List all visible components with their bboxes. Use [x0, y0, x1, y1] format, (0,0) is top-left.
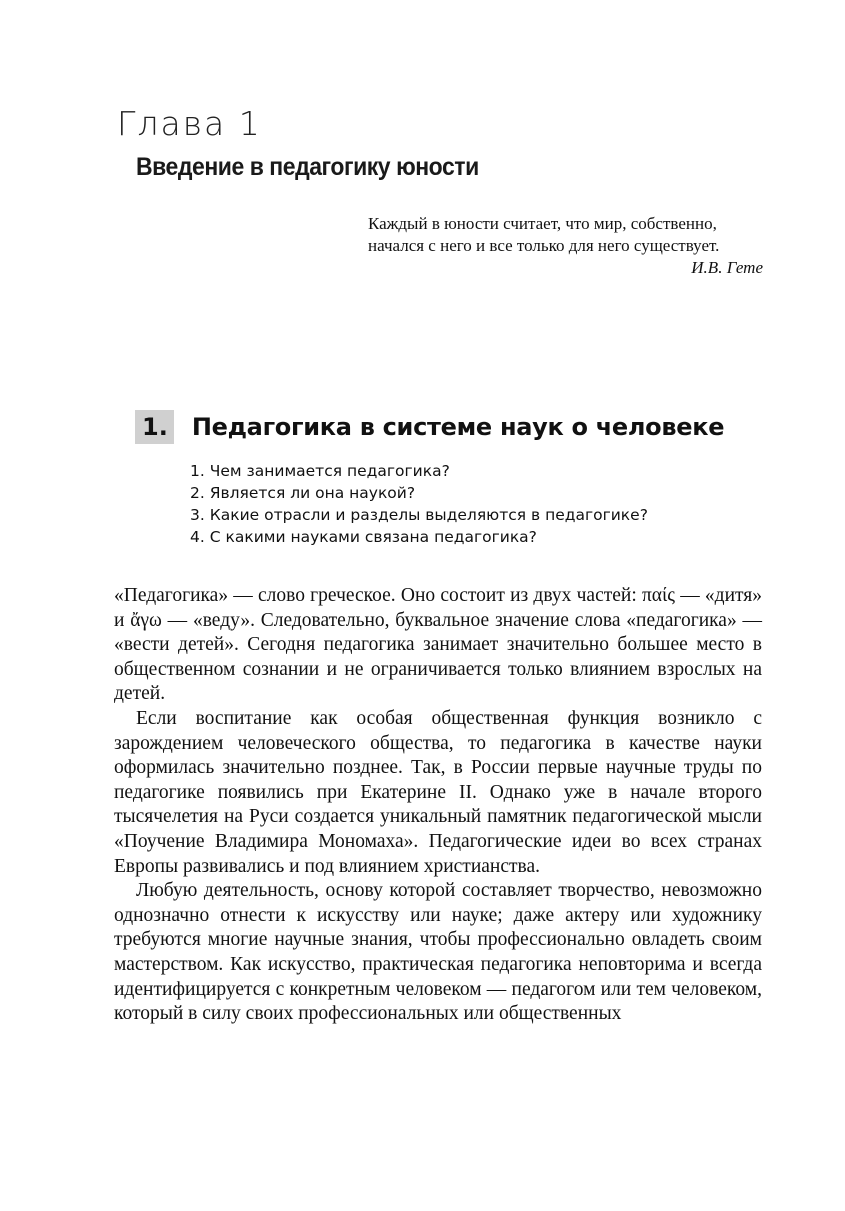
epigraph-text: Каждый в юности считает, что мир, собственно, начался с него и все только для него существует.: [368, 214, 720, 255]
section-number: 1.: [135, 410, 174, 444]
section-heading: [135, 410, 724, 444]
question-item: 1. Чем занимается педагогика?: [190, 462, 450, 480]
epigraph-author: И.В. Гете: [691, 258, 763, 277]
body-paragraph: Любую деятельность, основу которой составляет творчество, невозможно однозначно отнести к искусству или науке; даже актеру или художнику требуются многие научные знания, чтобы профессионально овладеть своим мастерством. Как искусство, практическая педагогика неповторима и всегда идентифицируется с конкретным человеком — педагогом или тем человеком, который в силу своих профессиональных или общественных: [114, 880, 762, 1025]
chapter-title: Введение в педагогику юности: [136, 153, 479, 181]
questions-list: [190, 460, 648, 548]
epigraph: [368, 213, 763, 279]
question-item: 4. С какими науками связана педагогика?: [190, 528, 537, 546]
body-paragraph: «Педагогика» — слово греческое. Оно состоит из двух частей: παίς — «дитя» и ἄγω — «веду». Следовательно, буквальное значение слова «педагогика» — «вести детей». Сегодня педагогика занимает значительно большее место в общественном сознании и не ограничивается только влиянием взрослых на детей.: [114, 585, 762, 705]
section-title: Педагогика в системе наук о человеке: [191, 413, 725, 441]
body-text: [114, 584, 762, 1027]
chapter-label: Глава 1: [117, 104, 262, 143]
question-item: 2. Является ли она наукой?: [190, 484, 416, 502]
question-item: 3. Какие отрасли и разделы выделяются в педагогике?: [190, 506, 648, 524]
body-paragraph: Если воспитание как особая общественная функция возникло с зарождением человеческого общества, то педагогика в качестве науки оформилась значительно позднее. Так, в России первые научные труды по педагогике появились при Екатерине II. Однако уже в начале второго тысячелетия на Руси создается уникальный памятник педагогической мысли «Поучение Владимира Мономаха». Педагогические идеи во всех странах Европы развивались и под влиянием христианства.: [114, 707, 762, 877]
